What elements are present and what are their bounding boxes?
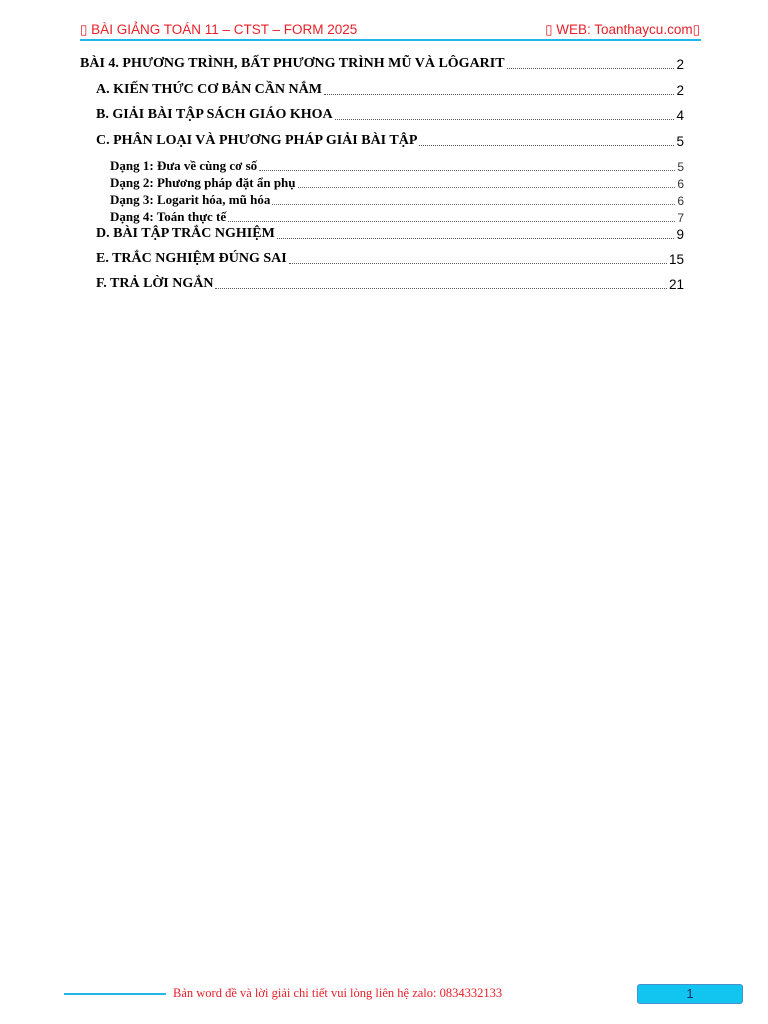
toc-entry-title: Dạng 3: Logarit hóa, mũ hóa	[110, 192, 271, 207]
toc-entry-e[interactable]	[80, 251, 684, 267]
toc-entry-page: 2	[676, 83, 684, 98]
toc-entry-title: B. GIẢI BÀI TẬP SÁCH GIÁO KHOA	[96, 107, 333, 122]
toc-entry-a[interactable]	[80, 82, 684, 98]
toc-entry-dang-4[interactable]	[80, 209, 684, 225]
toc-entry-f[interactable]	[80, 276, 684, 292]
toc-leader-dots	[259, 170, 675, 171]
footer-contact-text: Bản word đề và lời giải chi tiết vui lòng liên hệ zalo: 0834332133	[173, 986, 503, 1000]
toc-entry-page: 15	[668, 252, 684, 267]
toc-entry-d[interactable]	[80, 226, 684, 242]
toc-entry-title: BÀI 4. PHƯƠNG TRÌNH, BẤT PHƯƠNG TRÌNH MŨ VÀ LÔGARIT	[80, 56, 505, 71]
toc-leader-dots	[507, 68, 675, 69]
toc-entry-dang-1[interactable]	[80, 158, 684, 174]
toc-leader-dots	[215, 288, 667, 289]
toc-leader-dots	[228, 221, 675, 222]
toc-entry-title: A. KIẾN THỨC CƠ BẢN CẦN NẮM	[96, 82, 322, 97]
toc-leader-dots	[298, 187, 676, 188]
header-divider	[80, 39, 701, 41]
toc-entry-page: 21	[668, 277, 684, 292]
toc-entry-title: Dạng 4: Toán thực tế	[110, 209, 227, 224]
toc-entry-b[interactable]	[80, 107, 684, 123]
toc-leader-dots	[419, 145, 674, 146]
page-header	[80, 18, 700, 40]
toc-entry-c[interactable]	[80, 133, 684, 149]
toc-entry-page: 7	[677, 211, 684, 225]
header-title: ▯ BÀI GIẢNG TOÁN 11 – CTST – FORM 2025	[80, 22, 358, 37]
toc-leader-dots	[272, 204, 675, 205]
toc-entry-bai-4[interactable]	[80, 56, 684, 72]
header-website-link[interactable]: ▯ WEB: Toanthaycu.com▯	[545, 22, 700, 37]
toc-leader-dots	[335, 119, 675, 120]
toc-entry-page: 6	[677, 177, 684, 191]
toc-entry-title: F. TRẢ LỜI NGẮN	[96, 276, 214, 291]
toc-entry-page: 5	[677, 160, 684, 174]
toc-entry-page: 9	[676, 227, 684, 242]
toc-entry-title: Dạng 2: Phương pháp đặt ẩn phụ	[110, 175, 296, 190]
toc-entry-title: E. TRẮC NGHIỆM ĐÚNG SAI	[96, 251, 287, 266]
footer-divider	[64, 993, 166, 995]
toc-entry-title: Dạng 1: Đưa về cùng cơ số	[110, 158, 258, 173]
page-number-badge: 1	[637, 984, 743, 1004]
toc-entry-page: 4	[676, 108, 684, 123]
toc-entry-page: 5	[676, 134, 684, 149]
toc-entry-title: C. PHÂN LOẠI VÀ PHƯƠNG PHÁP GIẢI BÀI TẬP	[96, 133, 418, 148]
toc-entry-dang-2[interactable]	[80, 175, 684, 191]
toc-leader-dots	[289, 263, 667, 264]
toc-entry-page: 6	[677, 194, 684, 208]
toc-leader-dots	[277, 238, 675, 239]
toc-entry-title: D. BÀI TẬP TRẮC NGHIỆM	[96, 226, 275, 241]
toc-leader-dots	[324, 94, 675, 95]
toc-entry-page: 2	[676, 57, 684, 72]
toc-entry-dang-3[interactable]	[80, 192, 684, 208]
